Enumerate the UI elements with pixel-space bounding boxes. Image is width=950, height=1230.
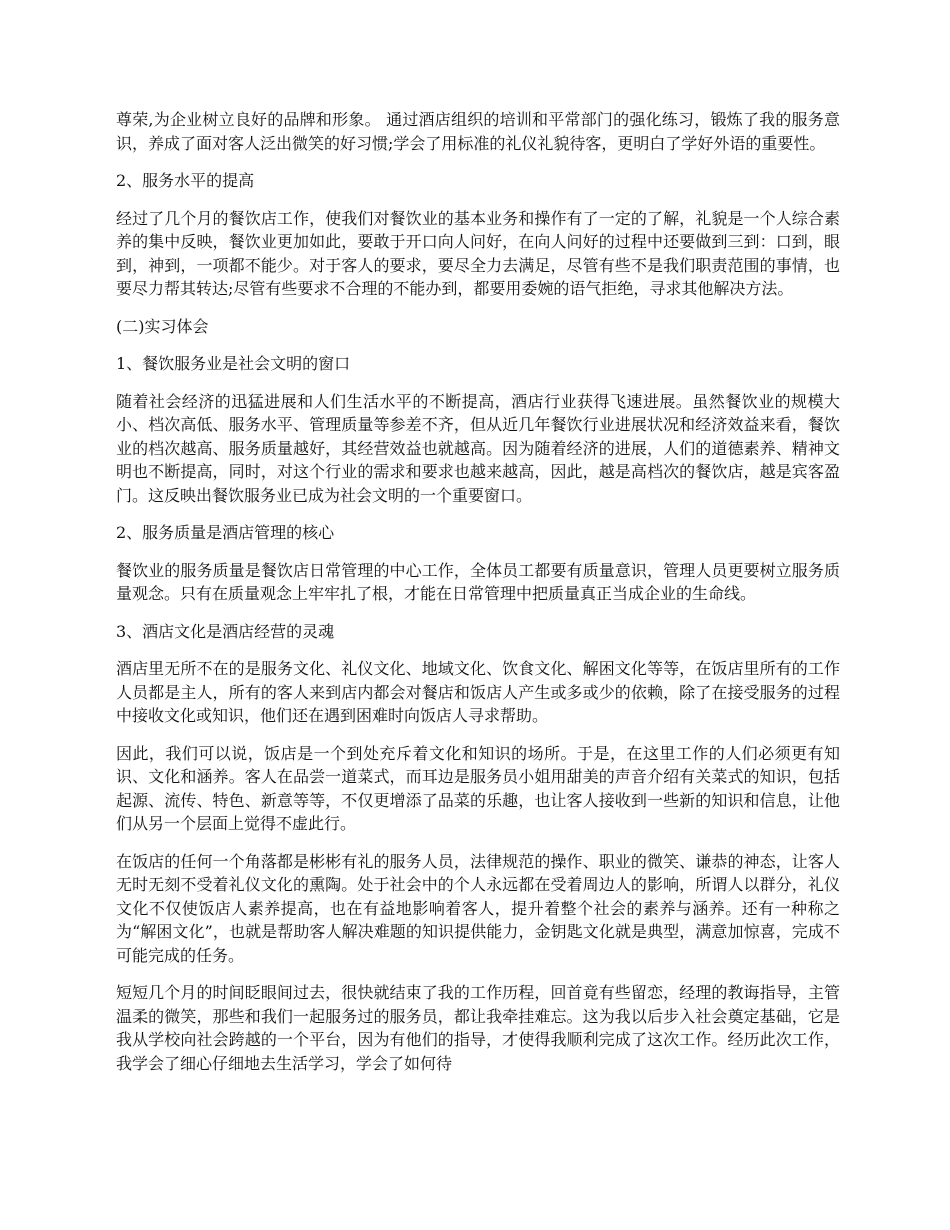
heading-hotel-culture: 3、酒店文化是酒店经营的灵魂 — [116, 621, 335, 641]
paragraph-hotel-culture-2: 因此，我们可以说，饭店是一个到处充斥着文化和知识的场所。于是，在这里工作的人们必须更有知识、文化和涵养。客人在品尝一道菜式，而耳边是服务员小姐用甜美的声音介绍有关菜式的知识，包括起源、流传、特色、新意等等，不仅更增添了品菜的乐趣，也让客人接收到一些新的知识和信息，让他们从另一个层面上觉得不虚此行。 — [116, 743, 840, 833]
document-body — [116, 108, 840, 1089]
heading-service-quality: 2、服务质量是酒店管理的核心 — [116, 523, 335, 542]
paragraph-intro: 尊荣,为企业树立良好的品牌和形象。 通过酒店组织的培训和平常部门的强化练习，锻炼了我的服务意识，养成了面对客人泛出微笑的好习惯;学会了用标准的礼仪礼貌待客，更明白了学好外语的重要性。 — [116, 110, 840, 153]
paragraph-hotel-culture-3: 在饭店的任何一个角落都是彬彬有礼的服务人员，法律规范的操作、职业的微笑、谦恭的神态，让客人无时无刻不受着礼仪文化的熏陶。处于社会中的个人永远都在受着周边人的影响，所谓人以群分，礼仪文化不仅使饭店人素养提高，也在有益地影响着客人，提升着整个社会的素养与涵养。还有一种称之为“解困文化”，也就是帮助客人解决难题的知识提供能力，金钥匙文化就是典型，满意加惊喜，完成不可能完成的任务。 — [116, 851, 840, 965]
heading-social-window: 1、餐饮服务业是社会文明的窗口 — [116, 354, 351, 373]
paragraph-service-level: 经过了几个月的餐饮店工作，使我们对餐饮业的基本业务和操作有了一定的了解，礼貌是一个人综合素养的集中反映，餐饮业更加如此，要敢于开口向人问好，在向人问好的过程中还要做到三到：口到，眼到，神到，一项都不能少。对于客人的要求，要尽全力去满足，尽管有些不是我们职责范围的事情，也要尽力帮其转达;尽管有些要求不合理的不能办到，都要用委婉的语气拒绝，寻求其他解决方法。 — [116, 208, 840, 298]
paragraph-service-quality: 餐饮业的服务质量是餐饮店日常管理的中心工作，全体员工都要有质量意识，管理人员更要树立服务质量观念。只有在质量观念上牢牢扎了根，才能在日常管理中把质量真正当成企业的生命线。 — [116, 560, 840, 603]
paragraph-conclusion: 短短几个月的时间眨眼间过去，很快就结束了我的工作历程，回首竟有些留恋，经理的教诲指导，主管温柔的微笑，那些和我们一起服务过的服务员，都让我牵挂难忘。这为我以后步入社会奠定基础，它是我从学校向社会跨越的一个平台，因为有他们的指导，才使得我顺利完成了这次工作。经历此次工作，我学会了细心仔细地去生活学习，学会了如何待 — [116, 983, 840, 1073]
paragraph-social-window: 随着社会经济的迅猛进展和人们生活水平的不断提高，酒店行业获得飞速进展。虽然餐饮业的规模大小、档次高低、服务水平、管理质量等参差不齐，但从近几年餐饮行业进展状况和经济效益来看，餐饮业的档次越高、服务质量越好，其经营效益也就越高。因为随着经济的进展，人们的道德素养、精神文明也不断提高，同时，对这个行业的需求和要求也越来越高，因此，越是高档次的餐饮店，越是宾客盈门。这反映出餐饮服务业已成为社会文明的一个重要窗口。 — [116, 391, 840, 505]
heading-internship-experience: (二)实习体会 — [116, 316, 209, 336]
paragraph-hotel-culture-1: 酒店里无所不在的是服务文化、礼仪文化、地域文化、饮食文化、解困文化等等，在饭店里所有的工作人员都是主人，所有的客人来到店内都会对餐店和饭店人产生或多或少的依赖，除了在接受服务的过程中接收文化或知识，他们还在遇到困难时向饭店人寻求帮助。 — [116, 659, 840, 725]
heading-service-level: 2、服务水平的提高 — [116, 171, 255, 190]
